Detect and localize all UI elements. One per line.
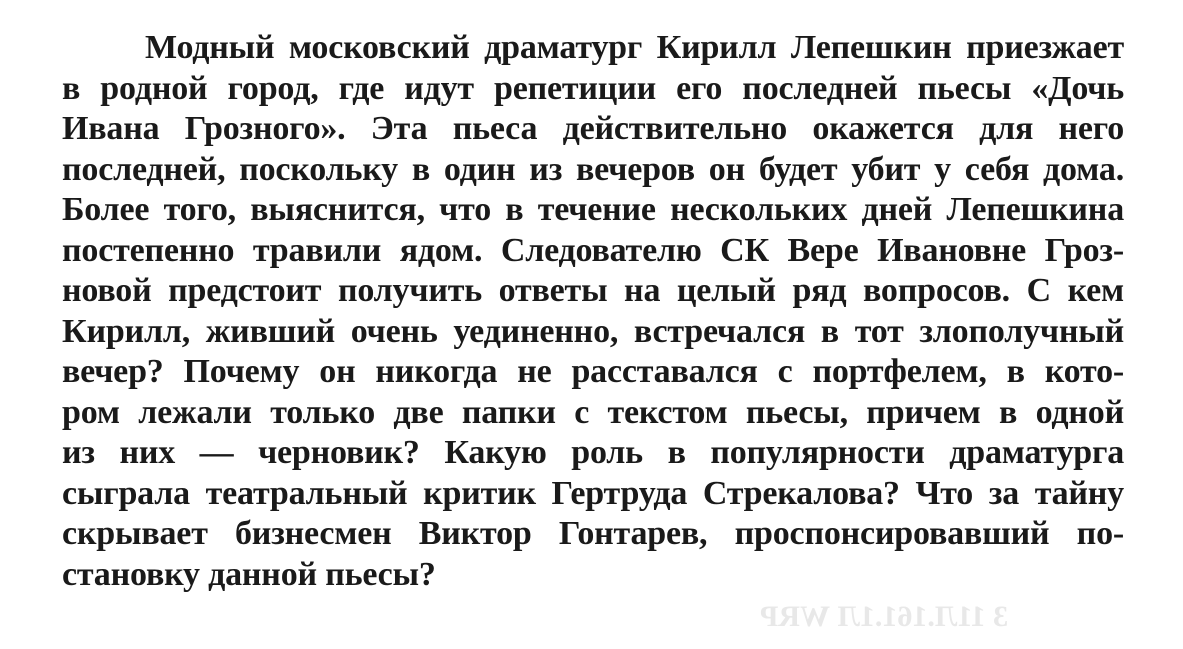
text-line: ром лежали только две папки с текстом пьесы, причем в одной (62, 393, 1124, 431)
text-line: постепенно травили ядом. Следователю СК Вере Ивановне Гроз- (62, 231, 1124, 269)
text-line: из них — черновик? Какую роль в популярности драматурга (62, 434, 1124, 471)
text-line: Модный московский драматург Кирилл Лепешкин приезжает (145, 29, 1124, 66)
text-line: сыграла театральный критик Гертруда Стрекалова? Что за тайну (62, 474, 1124, 512)
text-line: Кирилл, живший очень уединенно, встречался в тот злополучный (62, 312, 1124, 350)
text-line: новой предстоит получить ответы на целый ряд вопросов. С кем (62, 272, 1124, 309)
text-line: Более того, выяснится, что в течение нескольких дней Лепешкина (62, 191, 1124, 228)
text-line: вечер? Почему он никогда не расставался с портфелем, в кото- (62, 353, 1124, 390)
text-line: скрывает бизнесмен Виктор Гонтарев, проспонсировавший по- (62, 515, 1124, 552)
bleed-through-text: 3 11Л.161.1Л WRP (760, 600, 1009, 633)
text-line: последней, поскольку в один из вечеров он будет убит у себя дома. (62, 150, 1124, 188)
text-line: становку данной пьесы? (62, 555, 436, 593)
text-line: в родной город, где идут репетиции его последней пьесы «Дочь (62, 69, 1124, 107)
synopsis-paragraph (62, 28, 1124, 595)
text-line: Ивана Грозного». Эта пьеса действительно окажется для него (62, 110, 1124, 147)
